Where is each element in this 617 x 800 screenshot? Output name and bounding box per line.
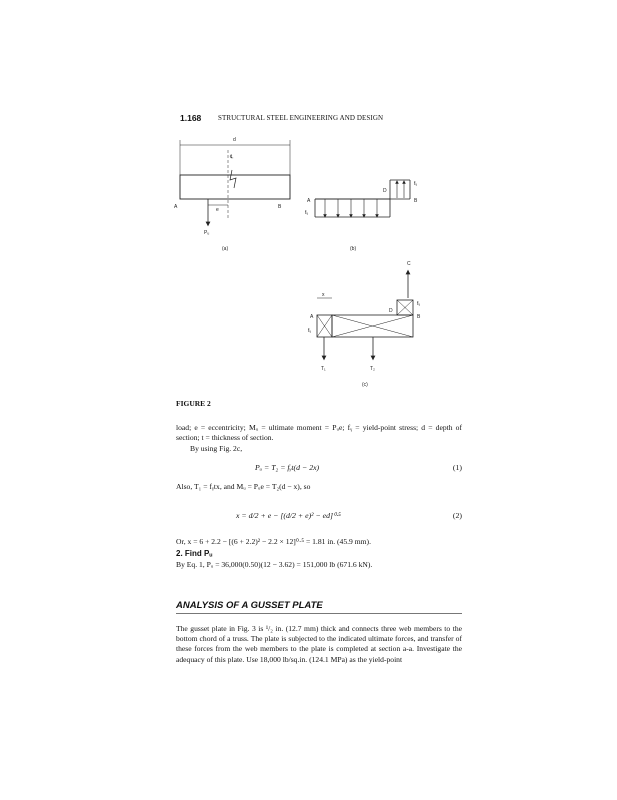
label-t1: T₁ [321,366,326,372]
label-a-left: A [174,204,178,210]
label-c-c: C [407,261,411,267]
paragraph-or-x: Or, x = 6 + 2.2 − [(6 + 2.2)² − 2.2 × 12]⁰·⁵ = 1.81 in. (45.9 mm). [176,537,371,546]
label-panel-b: (b) [350,246,357,252]
figure-2-drawing [160,130,460,400]
label-d: d [233,137,236,143]
label-c-fy-left: fᵧ [308,328,311,334]
label-b-right: B [278,204,282,210]
figure-caption: FIGURE 2 [176,399,211,408]
equation-1: Pᵤ = T₂ = fᵧt(d − 2x) [255,463,320,472]
label-b-b: B [414,198,418,204]
panel-b [305,180,418,252]
equation-1-number: (1) [452,463,462,472]
paragraph-definitions: load; e = eccentricity; Mᵤ = ultimate moment = Pᵤe; fᵧ = yield-point stress; d = depth of section; t = thickness of section. [176,423,462,443]
label-c-b: B [417,314,421,320]
label-c-a: A [310,314,314,320]
paragraph-by-using: By using Fig. 2c, [190,444,243,453]
page-header [180,113,460,127]
paragraph-by-eq1: By Eq. 1, Pᵤ = 36,000(0.50)(12 − 3.62) = 151,000 lb (671.6 kN). [176,560,373,569]
label-b-a: A [307,198,311,204]
label-b-d: D [383,188,387,194]
subhead-find-pu: 2. Find Pᵤ [176,549,213,558]
label-pu: Pᵤ [204,230,210,236]
label-b-fy-top: fᵧ [414,181,417,187]
panel-a [174,137,290,252]
break-mark [230,170,236,188]
label-panel-a: (a) [222,246,229,252]
label-e: e [216,207,219,213]
section-rule [176,613,462,614]
label-t2: T₂ [370,366,375,372]
panel-c [308,261,421,388]
label-x: x [322,292,325,298]
label-centerline: ℄ [230,154,234,160]
equation-2: x = d/2 + e − [(d/2 + e)² − ed]⁰·⁵ [236,511,341,520]
paragraph-also: Also, T₁ = fᵧtx, and Mᵤ = Pᵤe = T₂(d − x), so [176,482,311,491]
equation-2-number: (2) [452,511,462,520]
running-head: STRUCTURAL STEEL ENGINEERING AND DESIGN [218,114,384,122]
label-c-d: D [389,308,393,314]
label-c-fy-right: fᵧ [417,301,420,307]
figure-2 [160,130,460,400]
label-panel-c: (c) [362,382,368,388]
label-b-fy-left: fᵧ [305,210,308,216]
page-number: 1.168 [180,113,202,123]
paragraph-gusset-plate: The gusset plate in Fig. 3 is ¹/₂ in. (12.7 mm) thick and connects three web members to the bottom chord of a truss. The plate is subjected to the indicated ultimate forces, and transfer of these forces from the web members to the plate is completed at section a-a. Investigate the adequacy of this plate. Use 18,000 lb/sq.in. (124.1 MPa) as the yield-point [176,624,462,664]
section-title: ANALYSIS OF A GUSSET PLATE [176,600,323,611]
